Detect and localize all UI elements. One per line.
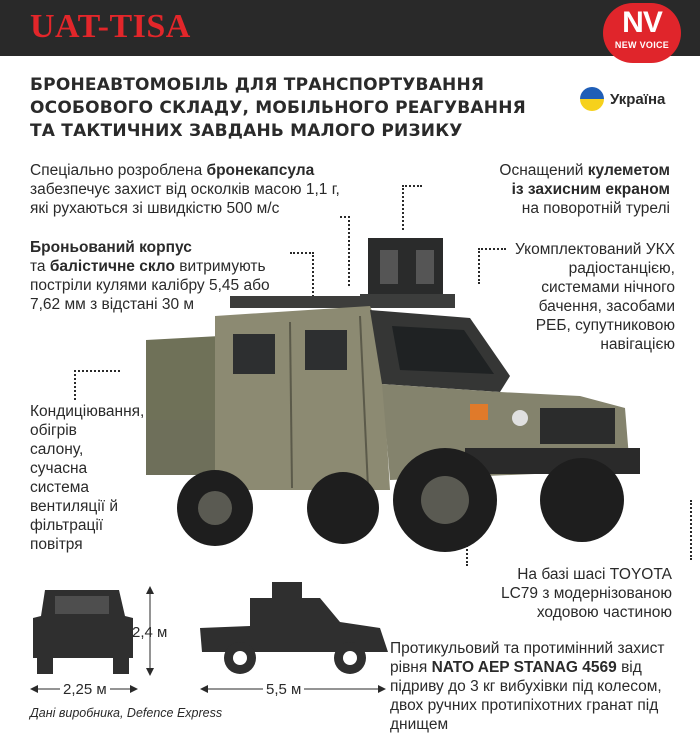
- feature-mine-protection: Протикульовий та протимінний захист рівня NATO AEP STANAG 4569 від підриву до 3 кг вибухівки під колесом, двох ручних протипіхотних гранат під днищем: [390, 640, 665, 733]
- front-silhouette: [33, 586, 143, 676]
- feature-climate: Кондиціювання, обігрів салону, сучасна система вентиляції й фільтрації повітря: [30, 403, 145, 553]
- feature-armored-body: Броньований корпус та балістичне скло витримують постріли кулями калібру 5,45 або 7,62 мм з відстані 30 м: [30, 239, 270, 313]
- width-label: 2,25 м: [60, 681, 110, 698]
- side-silhouette: [200, 582, 400, 682]
- source-note: Дані виробника, Defence Express: [30, 706, 223, 720]
- country-name: Україна: [610, 90, 666, 108]
- logo-main: NV: [622, 6, 662, 39]
- length-label: 5,5 м: [263, 681, 304, 698]
- feature-chassis: На базі шасі TOYOTA LC79 з модернізованою ходовою частиною: [500, 566, 672, 621]
- feature-capsule: Спеціально розроблена бронекапсула забезпечує захист від осколків масою 1,1 г, які рухаються зі швидкістю 500 м/с: [30, 162, 340, 217]
- feature-radio: Укомплектований УКХ радіостанцією, системами нічного бачення, засобами РЕБ, супутниковою навігацією: [514, 241, 675, 353]
- logo-sub: NEW VOICE: [614, 40, 670, 50]
- height-label: 2,4 м: [132, 624, 168, 641]
- feature-gun: Оснащений кулеметом із захисним екраном на поворотній турелі: [499, 162, 670, 217]
- page-title: UAT-TISA: [30, 8, 191, 45]
- infographic-heading: БРОНЕАВТОМОБІЛЬ ДЛЯ ТРАНСПОРТУВАННЯ ОСОБОВОГО СКЛАДУ, МОБІЛЬНОГО РЕАГУВАННЯ ТА ТАКТИЧНИХ ЗАВДАНЬ МАЛОГО РИЗИКУ: [30, 75, 526, 141]
